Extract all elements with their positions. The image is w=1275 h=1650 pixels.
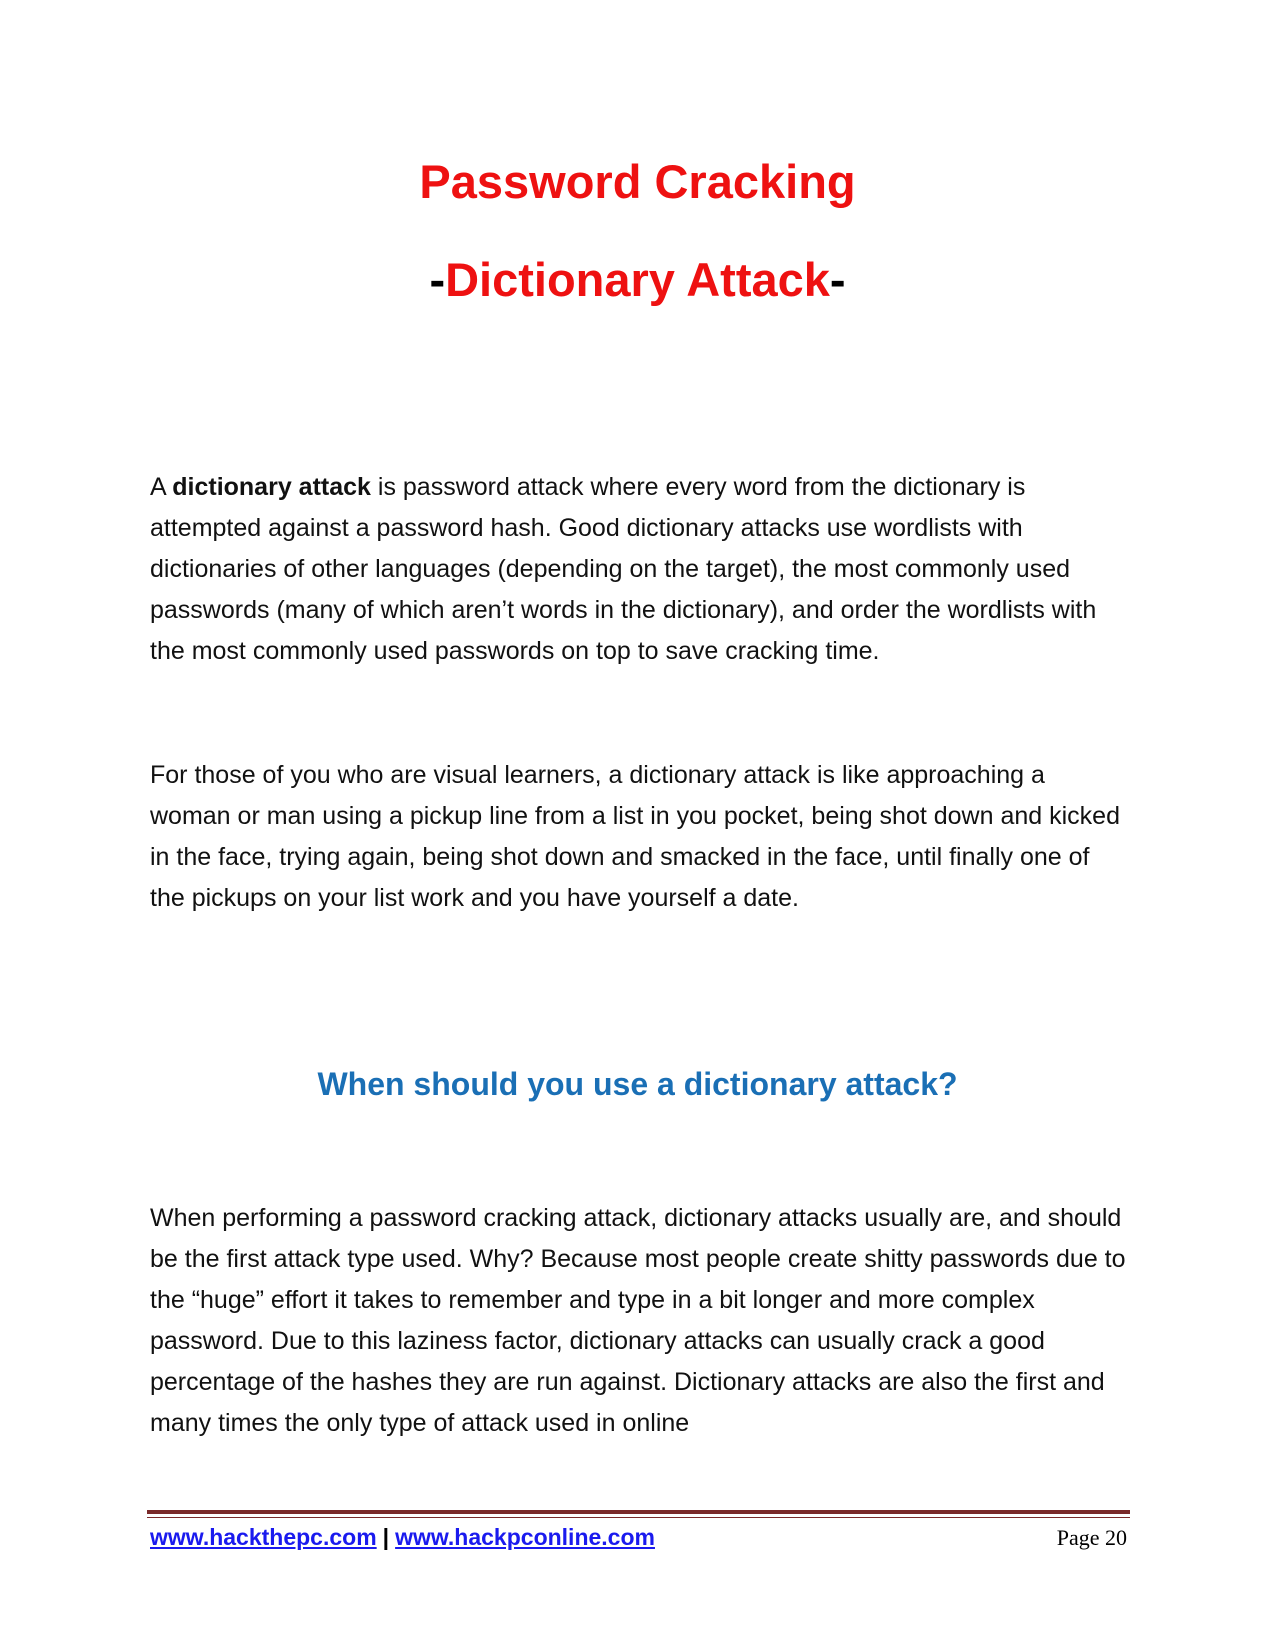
section-heading: When should you use a dictionary attack? [317,1066,958,1102]
intro-paragraph-rest: is password attack where every word from the dictionary is attempted against a password hash. Good dictionary attacks use wordlists with dictionaries of other languages (depending on the target), the most commonly used passwords (many of which aren’t words in the dictionary), and order the wordlists with the most commonly used passwords on top to save cracking time. [150,473,1097,665]
page-subtitle [0,250,1275,310]
footer-links [150,1522,655,1552]
subtitle-text: Dictionary Attack [445,253,830,306]
subtitle-dash-left: - [429,253,446,306]
footer-divider-thin [147,1517,1130,1518]
usage-paragraph: When performing a password cracking attack, dictionary attacks usually are, and should be the first attack type used. Why? Because most people create shitty passwords due to the “huge” effort it takes to remember and type in a bit longer and more complex password. Due to this laziness factor, dictionary attacks can usually crack a good percentage of the hashes they are run against. Dictionary attacks are also the first and many times the only type of attack used in online [150,1204,1126,1437]
page-number: Page 20 [1056,1525,1127,1550]
intro-paragraph [150,467,1130,672]
subtitle-dash-right: - [829,253,846,306]
page-title: Password Cracking [419,155,856,208]
intro-paragraph-bold-term: dictionary attack [172,473,371,501]
footer-link-hackpconline[interactable]: www.hackpconline.com [395,1524,655,1550]
footer-divider [147,1510,1130,1514]
footer-link-separator: | [382,1524,390,1550]
analogy-paragraph: For those of you who are visual learners, a dictionary attack is like approaching a woman or man using a pickup line from a list in you pocket, being shot down and kicked in the face, trying again, being shot down and smacked in the face, until finally one of the pickups on your list work and you have yourself a date. [150,761,1120,912]
intro-paragraph-prefix: A [150,473,173,501]
footer-link-hackthepc[interactable]: www.hackthepc.com [150,1524,377,1550]
